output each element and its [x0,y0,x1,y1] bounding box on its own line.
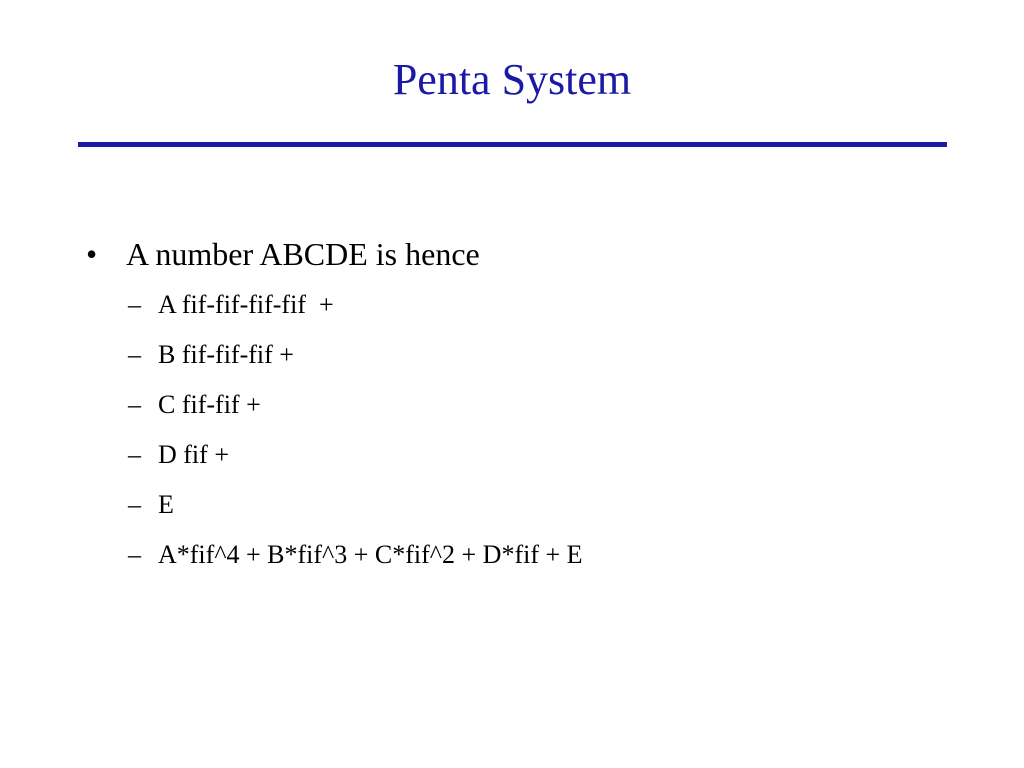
slide-title: Penta System [392,55,632,104]
sub-bullet-item [128,430,986,480]
sub-bullet-text: E [158,490,174,519]
sub-bullet-text: A*fif^4 + B*fif^3 + C*fif^2 + D*fif + E [158,540,583,569]
dash-icon: – [128,290,141,319]
sub-bullet-text: A fif-fif-fif-fif + [158,290,334,319]
sub-bullet-text: C fif-fif + [158,390,261,419]
sub-bullet-text: B fif-fif-fif + [158,340,294,369]
dash-icon: – [128,490,141,519]
slide-content [86,230,986,580]
sub-bullet-text: D fif + [158,440,229,469]
sub-bullet-item [128,330,986,380]
dash-icon: – [128,340,141,369]
main-bullet-text: A number ABCDE is hence [126,236,480,272]
dash-icon: – [128,440,141,469]
sub-bullet-item [128,480,986,530]
bullet-icon: • [86,236,98,272]
sub-bullet-item [128,530,986,580]
title-divider [78,142,947,147]
sub-bullet-list [86,280,986,580]
dash-icon: – [128,540,141,569]
main-bullet [86,230,986,278]
sub-bullet-item [128,380,986,430]
dash-icon: – [128,390,141,419]
sub-bullet-item [128,280,986,330]
